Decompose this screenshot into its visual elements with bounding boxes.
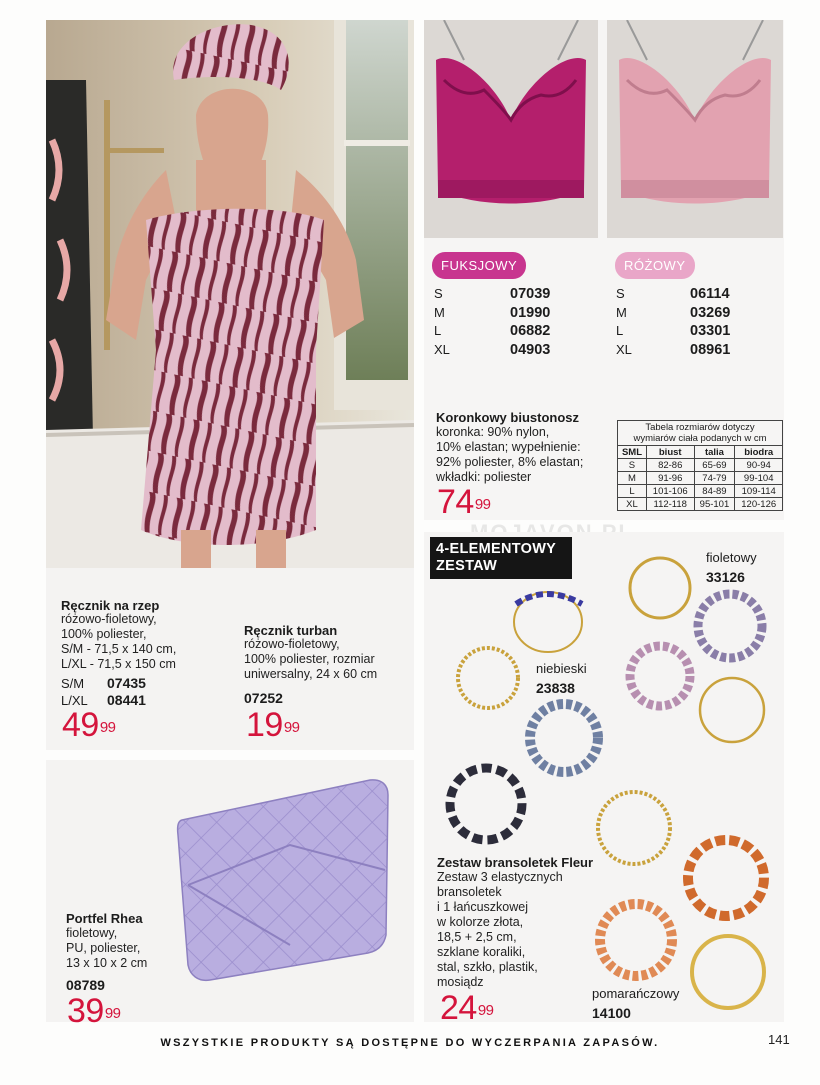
price-main: 24 [440, 989, 477, 1027]
size-row [61, 675, 181, 692]
size-table-caption [617, 420, 783, 445]
turban-desc [244, 637, 377, 682]
size-row [434, 341, 574, 360]
table-cell: 82-86 [646, 459, 694, 472]
product-code: 08961 [690, 341, 731, 358]
price-main: 74 [437, 483, 474, 521]
table-cell: 84-89 [694, 485, 735, 498]
product-code: 14100 [592, 1005, 631, 1021]
table-row [618, 459, 783, 472]
table-row [618, 485, 783, 498]
table-cell: 112-118 [646, 498, 694, 511]
wallet-title: Portfel Rhea [66, 911, 143, 926]
bra-price [437, 484, 491, 520]
table-row [618, 498, 783, 511]
size-label: S [616, 286, 625, 301]
table-cell: M [618, 472, 647, 485]
desc-line: Zestaw 3 elastycznych [437, 870, 563, 884]
table-cell: 109-114 [735, 485, 783, 498]
product-code: 04903 [510, 341, 551, 358]
table-header: biodra [735, 446, 783, 459]
towel-wrap-desc [61, 612, 176, 672]
wallet-illustration [170, 775, 395, 990]
table-header-row [618, 446, 783, 459]
towel-wrap-sizes [61, 675, 181, 709]
wallet-desc [66, 926, 147, 971]
price-cents: 99 [104, 1005, 121, 1022]
badge-line: 4-ELEMENTOWY [436, 541, 557, 557]
bra-fuchsia-sizes [434, 285, 574, 359]
desc-line: koronka: 90% nylon, [436, 425, 550, 439]
table-cell: L [618, 485, 647, 498]
size-row [616, 322, 756, 341]
wallet-price [67, 993, 121, 1029]
table-cell: 65-69 [694, 459, 735, 472]
product-code: 06882 [510, 323, 551, 339]
desc-line: 92% poliester, 8% elastan; [436, 455, 584, 469]
desc-line: różowo-fioletowy, [61, 612, 157, 626]
price-cents: 99 [99, 719, 116, 736]
towel-wrap-price [62, 707, 116, 743]
size-label: S/M [61, 676, 85, 691]
footer-disclaimer: WSZYSTKIE PRODUKTY SĄ DOSTĘPNE DO WYCZERPANIA ZAPASÓW. [160, 1037, 660, 1049]
table-cell: 90-94 [735, 459, 783, 472]
table-cell: 95-101 [694, 498, 735, 511]
desc-line: uniwersalny, 24 x 60 cm [244, 667, 378, 681]
variant-label: pomarańczowy [592, 986, 680, 1001]
table-cell: 74-79 [694, 472, 735, 485]
wallet-code: 08789 [66, 977, 105, 993]
price-cents: 99 [283, 719, 300, 736]
product-code: 23838 [536, 680, 575, 696]
bracelets-desc [437, 870, 563, 990]
desc-line: L/XL - 71,5 x 150 cm [61, 657, 176, 671]
set-badge [430, 537, 572, 579]
size-row [434, 322, 574, 341]
table-header: talia [694, 446, 735, 459]
product-code: 03301 [690, 323, 731, 339]
size-label: L [616, 323, 624, 338]
bra-pink-photo [607, 20, 783, 238]
bra-fuchsia-photo [424, 20, 598, 238]
size-label: L/XL [61, 693, 88, 708]
desc-line: różowo-fioletowy, [244, 637, 340, 651]
product-code: 01990 [510, 304, 551, 321]
price-main: 19 [246, 706, 283, 744]
table-cell: 99-104 [735, 472, 783, 485]
turban-title: Ręcznik turban [244, 623, 338, 638]
price-cents: 99 [474, 496, 491, 513]
desc-line: stal, szkło, plastik, [437, 960, 538, 974]
size-label: XL [616, 341, 632, 357]
table-header: SML [618, 446, 647, 459]
desc-line: S/M - 71,5 x 140 cm, [61, 642, 177, 656]
product-code: 08441 [107, 692, 146, 708]
product-code: 33126 [706, 569, 745, 585]
swatch-fuchsia: FUKSJOWY [432, 252, 526, 279]
swatch-pink: RÓŻOWY [615, 252, 695, 279]
bra-desc [436, 425, 583, 485]
size-label: S [434, 286, 443, 301]
desc-line: bransoletek [437, 885, 502, 899]
desc-line: i 1 łańcuszkowej [437, 900, 529, 914]
desc-line: 18,5 + 2,5 cm, [437, 930, 517, 944]
size-row [616, 304, 756, 323]
size-row [616, 341, 756, 360]
turban-price [246, 707, 300, 743]
bracelets-title: Zestaw bransoletek Fleur [437, 855, 594, 870]
desc-line: 13 x 10 x 2 cm [66, 956, 148, 970]
bra-pink-sizes [616, 285, 756, 359]
desc-line: PU, poliester, [66, 941, 141, 955]
page-number: 141 [768, 1032, 790, 1047]
desc-line: 10% elastan; wypełnienie: [436, 440, 581, 454]
size-label: M [616, 304, 627, 320]
product-code: 07435 [107, 675, 146, 691]
towel-wrap-title: Ręcznik na rzep [61, 598, 160, 613]
table-header: biust [646, 446, 694, 459]
desc-line: szklane koraliki, [437, 945, 526, 959]
table-cell: 91-96 [646, 472, 694, 485]
caption-line: wymiarów ciała podanych w cm [633, 433, 767, 444]
size-table [617, 420, 783, 511]
table-row [618, 472, 783, 485]
size-label: XL [434, 341, 450, 357]
desc-line: fioletowy, [66, 926, 118, 940]
desc-line: wkładki: poliester [436, 470, 532, 484]
size-label: M [434, 304, 445, 320]
desc-line: mosiądz [437, 975, 484, 989]
size-row [434, 304, 574, 323]
variant-label: fioletowy [706, 550, 757, 565]
table-cell: 120-126 [735, 498, 783, 511]
caption-line: Tabela rozmiarów dotyczy [645, 422, 755, 433]
desc-line: w kolorze złota, [437, 915, 524, 929]
desc-line: 100% poliester, [61, 627, 147, 641]
table-cell: 101-106 [646, 485, 694, 498]
size-row [616, 285, 756, 304]
price-cents: 99 [477, 1002, 494, 1019]
price-main: 49 [62, 706, 99, 744]
table-cell: XL [618, 498, 647, 511]
bra-title: Koronkowy biustonosz [436, 410, 579, 425]
price-main: 39 [67, 992, 104, 1030]
turban-code: 07252 [244, 690, 283, 706]
towel-photo [46, 20, 414, 568]
product-code: 06114 [690, 286, 730, 302]
badge-line: ZESTAW [436, 558, 498, 574]
table-cell: S [618, 459, 647, 472]
size-row [434, 285, 574, 304]
product-code: 03269 [690, 304, 731, 321]
variant-label: niebieski [536, 661, 587, 676]
size-label: L [434, 323, 442, 338]
bracelets-price [440, 990, 494, 1026]
desc-line: 100% poliester, rozmiar [244, 652, 375, 666]
product-code: 07039 [510, 286, 551, 302]
